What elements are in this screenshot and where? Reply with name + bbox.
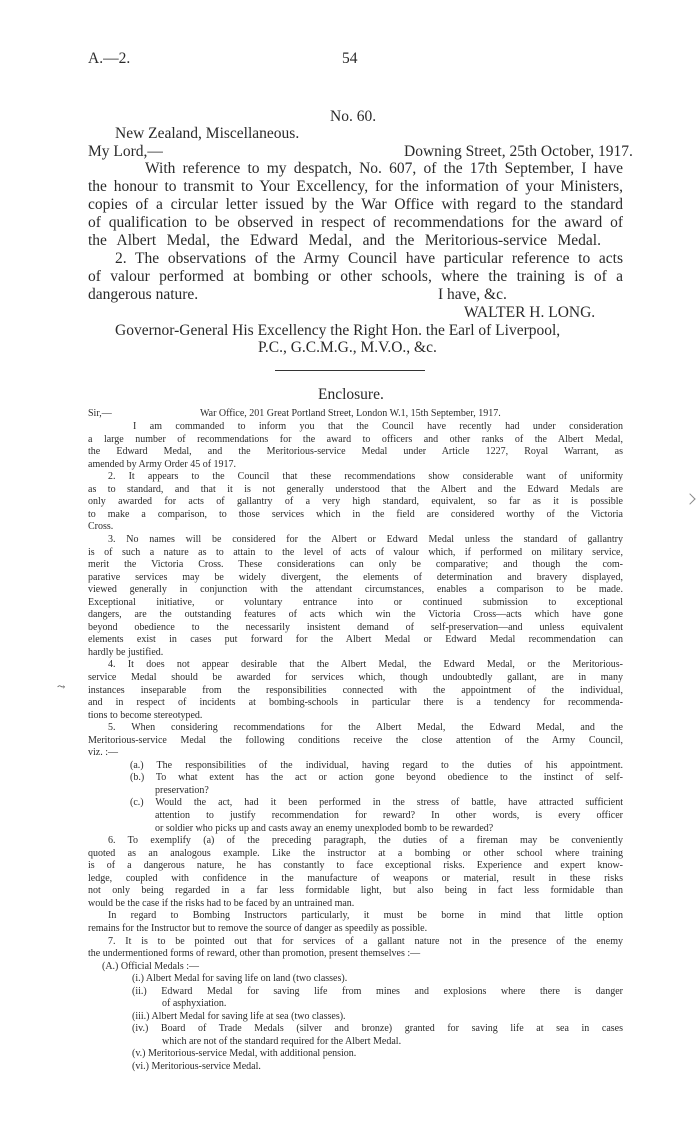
enclosure-para2: to make a comparison, to those services which in the field are considered worthy of the Victoria	[88, 509, 623, 520]
enclosure-para3: merit the Victoria Cross. These considerations can only be comparative; and though the com-	[88, 559, 623, 570]
margin-mark: ⤳	[57, 682, 66, 693]
enclosure-para1: a large number of recommendations for the award to officers and other ranks of the Albert Medal,	[88, 434, 623, 445]
despatch-addressee: Governor-General His Excellency the Right Hon. the Earl of Liverpool,	[115, 322, 561, 339]
enclosure-para3-last: hardly be justified.	[88, 647, 164, 658]
enclosure-salutation: Sir,—	[88, 408, 112, 419]
margin-tick	[684, 493, 695, 504]
despatch-para1-line: copies of a circular letter issued by the War Office with regard to the standard	[88, 196, 623, 213]
despatch-para2-line: of valour performed at bombing or other schools, where the training is of a	[88, 268, 623, 285]
enclosure-para1-last: amended by Army Order 45 of 1917.	[88, 459, 237, 470]
enclosure-para3: elements exist in cases put forward for the Albert Medal or Edward Medal recommendation can	[88, 634, 623, 645]
enclosure-para4: 4. It does not appear desirable that the Albert Medal, the Edward Medal, or the Meritorious-	[108, 659, 623, 670]
medal-item-last: (i.) Albert Medal for saving life on land (two classes).	[132, 973, 348, 984]
enclosure-title: Enclosure.	[318, 386, 384, 403]
enclosure-para6b: In regard to Bombing Instructors particularly, it must be borne in mind that little option	[108, 910, 623, 921]
condition-item: attention to justify recommendation for reward? In other words, is every officer	[155, 810, 623, 821]
enclosure-para5: 5. When considering recommendations for the Albert Medal, the Edward Medal, and the	[108, 722, 623, 733]
enclosure-para4-last: tions to become stereotyped.	[88, 710, 203, 721]
enclosure-para3: parative services may be widely divergent, the elements of determination and bravery displayed,	[88, 572, 623, 583]
section-divider	[275, 370, 425, 371]
enclosure-para6: is of a dangerous nature, he has constantly to face exceptional risks. Experience and expert know-	[88, 860, 623, 871]
enclosure-para6: not only being regarded in a far less formidable light, but also being in fact less formidable than	[88, 885, 623, 896]
enclosure-para7: 7. It is to be pointed out that for services of a gallant nature not in the presence of the enemy	[108, 936, 623, 947]
enclosure-para6: 6. To exemplify (a) of the preceding paragraph, the duties of a fireman may be conveniently	[108, 835, 623, 846]
medal-item-last: of asphyxiation.	[162, 998, 227, 1009]
enclosure-para6: ledge, coupled with confidence in the manufacture of weapons or material, result in these risks	[88, 873, 623, 884]
despatch-para2-last: dangerous nature.	[88, 286, 199, 303]
condition-item: (c.) Would the act, had it been performed in the stress of battle, have attracted sufficient	[130, 797, 623, 808]
enclosure-para5: Meritorious-service Medal the following conditions receive the close attention of the Army Council,	[88, 735, 623, 746]
medal-item-last: (v.) Meritorious-service Medal, with additional pension.	[132, 1048, 357, 1059]
enclosure-para2: only awarded for acts of gallantry of a very high standard, equivalent, so far as it is possible	[88, 496, 623, 507]
enclosure-para4: service Medal should be awarded for services which, though undoubtedly gallant, are in many	[88, 672, 623, 683]
enclosure-para3: 3. No names will be considered for the Albert or Edward Medal unless the standard of gallantry	[108, 534, 623, 545]
condition-item: (a.) The responsibilities of the individual, having regard to the duties of his appointment.	[130, 760, 623, 771]
despatch-para1-line: With reference to my despatch, No. 607, of the 17th September, I have	[145, 160, 623, 177]
medal-item-last: which are not of the standard required for the Albert Medal.	[162, 1036, 402, 1047]
medal-item-last: (vi.) Meritorious-service Medal.	[132, 1061, 261, 1072]
enclosure-para3: is of such a nature as to attain to the level of acts of valour which, if performed on military service,	[88, 547, 623, 558]
enclosure-para3: viewed generally in conjunction with the attendant circumstances, enables a comparison to be made.	[88, 584, 623, 595]
enclosure-para2-last: Cross.	[88, 521, 114, 532]
enclosure-para4: and in respect of incidents at bombing-schools in particular there is a tendency for recommenda-	[88, 697, 623, 708]
medal-item-last: (iii.) Albert Medal for saving life at sea (two classes).	[132, 1011, 346, 1022]
enclosure-para1: I am commanded to inform you that the Council have recently had under consideration	[133, 421, 623, 432]
condition-item-last: or soldier who picks up and casts away an enemy unexploded bomb to be rewarded?	[155, 823, 494, 834]
enclosure-para6b-last: remains for the Instructor but to remove the source of danger as speedily as possible.	[88, 923, 428, 934]
despatch-para2-line: 2. The observations of the Army Council have particular reference to acts	[115, 250, 623, 267]
despatch-subject: New Zealand, Miscellaneous.	[115, 125, 300, 142]
despatch-number: No. 60.	[330, 108, 377, 125]
condition-item: (b.) To what extent has the act or action gone beyond obedience to the instinct of self-	[130, 772, 623, 783]
enclosure-para6-last: would be the case if the risks had to be faced by an untrained man.	[88, 898, 355, 909]
despatch-para1-line: the honour to transmit to Your Excellency, for the information of your Ministers,	[88, 178, 623, 195]
document-reference: A.—2.	[88, 50, 131, 67]
despatch-addressee: P.C., G.C.M.G., M.V.O., &c.	[258, 339, 437, 356]
despatch-para1-line: of qualification to be observed in respect of recommendations for the award of	[88, 214, 623, 231]
enclosure-address: War Office, 201 Great Portland Street, London W.1, 15th September, 1917.	[200, 408, 501, 419]
despatch-signature: WALTER H. LONG.	[464, 304, 596, 321]
despatch-para1-line: the Albert Medal, the Edward Medal, and the Meritorious-service Medal.	[88, 232, 601, 249]
enclosure-para1: the Edward Medal, and the Meritorious-service Medal under Article 1227, Royal Warrant, as	[88, 446, 623, 457]
official-medals-heading: (A.) Official Medals :—	[102, 961, 200, 972]
enclosure-para6: quoted as an analogous example. Like the instructor at a bombing or other school where training	[88, 848, 623, 859]
enclosure-para3: Exceptional initiative, or voluntary entrance into or continued submission to exceptional	[88, 597, 623, 608]
enclosure-para2: as to standard, and that it is not generally understood that the Albert and the Edward Medals are	[88, 484, 623, 495]
despatch-salutation: My Lord,—	[88, 143, 163, 160]
condition-item-last: preservation?	[155, 785, 209, 796]
despatch-closing: I have, &c.	[438, 286, 507, 303]
enclosure-para2: 2. It appears to the Council that these recommendations show considerable want of uniformity	[108, 471, 623, 482]
medal-item: (ii.) Edward Medal for saving life from mines and explosions where there is danger	[132, 986, 623, 997]
page-number: 54	[342, 50, 358, 67]
despatch-place-date: Downing Street, 25th October, 1917.	[404, 143, 633, 160]
enclosure-para3: dangers, are the outstanding features of acts which win the Victoria Cross—acts which have gone	[88, 609, 623, 620]
enclosure-para3: beyond obedience to the necessarily insistent demand of self-preservation—and unless equivalent	[88, 622, 623, 633]
enclosure-para4: instances inseparable from the responsibilities connected with the appointment of the individual,	[88, 685, 623, 696]
enclosure-para7-last: the undermentioned forms of reward, other than promotion, present themselves :—	[88, 948, 421, 959]
enclosure-para5-last: viz. :—	[88, 747, 118, 758]
medal-item: (iv.) Board of Trade Medals (silver and bronze) granted for saving life at sea in cases	[132, 1023, 623, 1034]
